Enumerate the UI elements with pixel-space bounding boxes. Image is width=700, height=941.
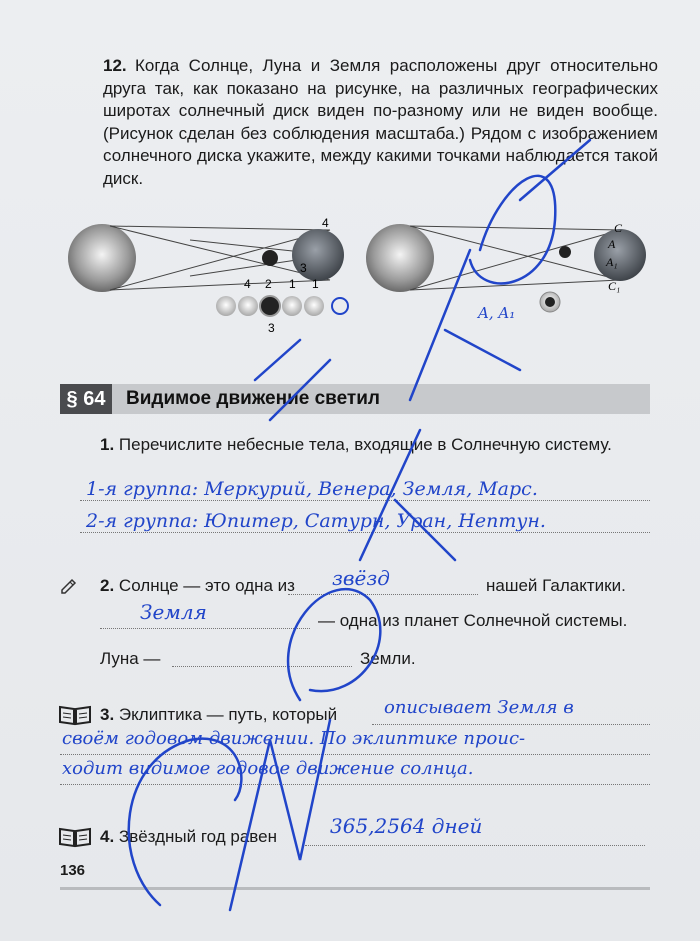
sun-left — [68, 224, 136, 292]
task-3-text: Эклиптика — путь, который — [118, 705, 338, 724]
section-title: Видимое движение светил — [126, 388, 380, 409]
task-12 — [103, 55, 658, 190]
task-2-part-1: Солнце — это одна из — [118, 576, 295, 595]
task-2-part-2-end: — одна из планет Солнечной системы. — [318, 611, 628, 630]
book-icon — [58, 826, 92, 848]
task-3 — [100, 704, 337, 726]
disk-label-1b: 1 — [312, 277, 319, 291]
answer-line — [372, 724, 650, 725]
moon-right — [559, 246, 571, 258]
answer-line — [172, 666, 352, 667]
rays-right — [410, 226, 620, 290]
handwritten-answer-a-a1: A, A₁ — [478, 304, 516, 322]
answer-line — [80, 500, 650, 501]
answer-line — [100, 628, 310, 629]
disk-label-1a: 1 — [289, 277, 296, 291]
task-1-answer-line-1: 1-я группа: Меркурий, Венера, Земля, Марс. — [86, 478, 538, 500]
task-4-answer: 365,2564 дней — [330, 814, 483, 838]
footer-rule — [60, 887, 650, 890]
task-1-number: 1. — [100, 435, 115, 454]
task-3-answer-line-2: своём годовом движении. По эклиптике проис- — [62, 728, 526, 749]
task-12-text: Когда Солнце, Луна и Земля расположены друг относительно друга так, как показано на рисунке, на различных географических широтах солнечный диск виден по-разному или не виден вообще. (Рисунок сделан без соблюдения масштаба.) Рядом с изображением солнечного диска укажите, между какими точками наблюдается такой диск. — [103, 56, 658, 188]
section-header — [60, 384, 650, 414]
book-icon — [58, 704, 92, 726]
disk-label-2: 2 — [265, 277, 272, 291]
moon-left — [262, 250, 278, 266]
task-1 — [100, 434, 650, 456]
solar-disk-row — [216, 296, 348, 316]
page-number: 136 — [60, 862, 86, 879]
task-3-answer-line-1: описывает Земля в — [384, 697, 574, 718]
disk-label-4: 4 — [244, 277, 251, 291]
task-1-text: Перечислите небесные тела, входящие в Солнечную систему. — [118, 435, 612, 454]
disk-label-3: 3 — [268, 321, 275, 335]
earth-left-label-4: 4 — [322, 216, 329, 230]
task-2-moon: Луна — — [100, 649, 161, 668]
task-2-number: 2. — [100, 576, 115, 595]
eclipse-figure — [60, 210, 660, 340]
task-4-text: Звёздный год равен — [118, 827, 277, 846]
disk-right-core — [545, 297, 555, 307]
task-2-part-1-end: нашей Галактики. — [486, 576, 626, 595]
task-2-earth: Земли. — [360, 649, 416, 668]
task-12-number: 12. — [103, 56, 127, 75]
task-4 — [100, 826, 277, 848]
task-3-number: 3. — [100, 705, 115, 724]
answer-line — [80, 532, 650, 533]
task-2-answer-1: звёзд — [332, 566, 390, 590]
earth-right-label-a1: A₁ — [606, 255, 618, 269]
task-2-answer-2: Земля — [140, 600, 207, 624]
pencil-icon — [60, 576, 78, 594]
earth-right-label-c: C — [614, 221, 623, 235]
answer-line — [60, 754, 650, 755]
earth-right-label-a: A — [608, 237, 616, 251]
sun-right — [366, 224, 434, 292]
task-1-answer-line-2: 2-я группа: Юпитер, Сатурн, Уран, Нептун. — [86, 510, 546, 532]
earth-left-label-3: 3 — [300, 261, 307, 275]
earth-right-label-c1: C₁ — [608, 279, 621, 293]
section-number: § 64 — [60, 384, 112, 414]
earth-right — [594, 229, 646, 281]
answer-line — [288, 594, 478, 595]
answer-line — [305, 845, 645, 846]
task-2-line-1 — [100, 575, 295, 597]
task-3-answer-line-3: ходит видимое годовое движение солнца. — [62, 758, 474, 779]
task-4-number: 4. — [100, 827, 115, 846]
answer-line — [60, 784, 650, 785]
